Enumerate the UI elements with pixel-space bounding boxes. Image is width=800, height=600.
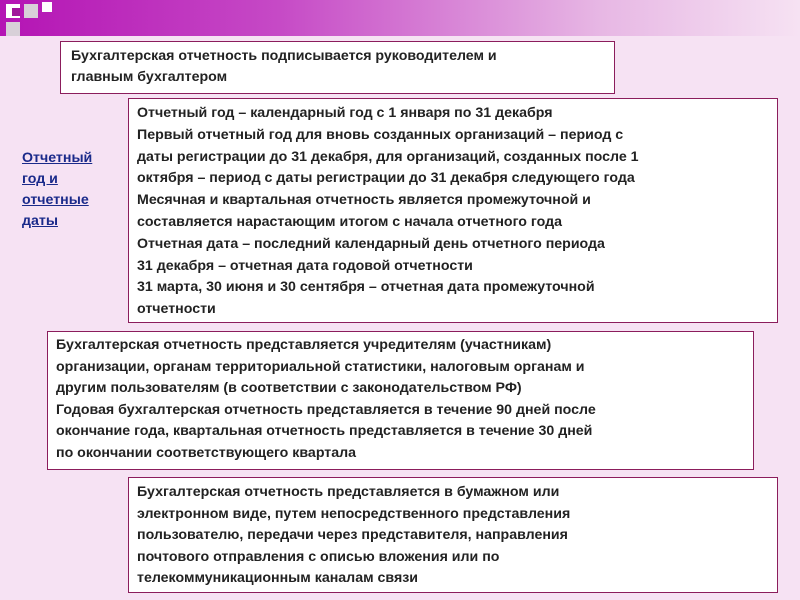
text-line: отчетности (137, 301, 216, 318)
text-line: пользователю, передачи через представителя, направления (137, 527, 568, 544)
text-line: Бухгалтерская отчетность представляется учредителям (участникам) (56, 337, 552, 353)
text-line: Бухгалтерская отчетность представляется в бумажном или (137, 484, 560, 500)
label-line: даты (22, 213, 58, 229)
text-line: другим пользователям (в соответствии с законодательством РФ) (56, 380, 522, 397)
label-line: отчетные (22, 192, 89, 208)
decor-square (12, 8, 20, 16)
text-line: Месячная и квартальная отчетность является промежуточной и (137, 192, 591, 209)
text-line: Первый отчетный год для вновь созданных организаций – период с (137, 126, 624, 143)
text-line: даты регистрации до 31 декабря, для организаций, созданных после 1 (137, 148, 639, 165)
text-line: по окончании соответствующего квартала (56, 444, 357, 461)
decor-square (6, 22, 20, 36)
recipients-box (47, 331, 754, 470)
text-line: октября – период с даты регистрации до 31 декабря следующего года (137, 170, 635, 187)
decor-square (42, 2, 52, 12)
label-line: год и (22, 171, 58, 187)
label-line: Отчетный (22, 150, 93, 166)
text-line: почтового отправления с описью вложения или по (137, 548, 500, 565)
text-line: 31 марта, 30 июня и 30 сентября – отчетная дата промежуточной (137, 279, 595, 296)
text-line: Годовая бухгалтерская отчетность представляется в течение 90 дней после (56, 401, 596, 418)
reporting-year-link[interactable] (22, 148, 122, 232)
text-line: 31 декабря – отчетная дата годовой отчетности (137, 257, 473, 274)
header-gradient-bar (0, 0, 800, 36)
text-line: Бухгалтерская отчетность подписывается руководителем и (71, 48, 497, 64)
text-line: составляется нарастающим итогом с начала отчетного года (137, 213, 562, 230)
submission-methods-box (128, 477, 778, 593)
decor-square (24, 4, 38, 18)
text-line: окончание года, квартальная отчетность представляется в течение 30 дней (56, 423, 593, 440)
corner-decoration (0, 0, 60, 40)
text-line: организации, органам территориальной статистики, налоговым органам и (56, 358, 585, 375)
signature-box (60, 41, 615, 94)
reporting-year-box (128, 98, 778, 323)
text-line: телекоммуникационным каналам связи (137, 570, 418, 587)
text-line: Отчетный год – календарный год с 1 января по 31 декабря (137, 105, 553, 121)
text-line: электронном виде, путем непосредственного представления (137, 505, 571, 522)
text-line: главным бухгалтером (71, 69, 228, 85)
text-line: Отчетная дата – последний календарный день отчетного периода (137, 235, 605, 252)
